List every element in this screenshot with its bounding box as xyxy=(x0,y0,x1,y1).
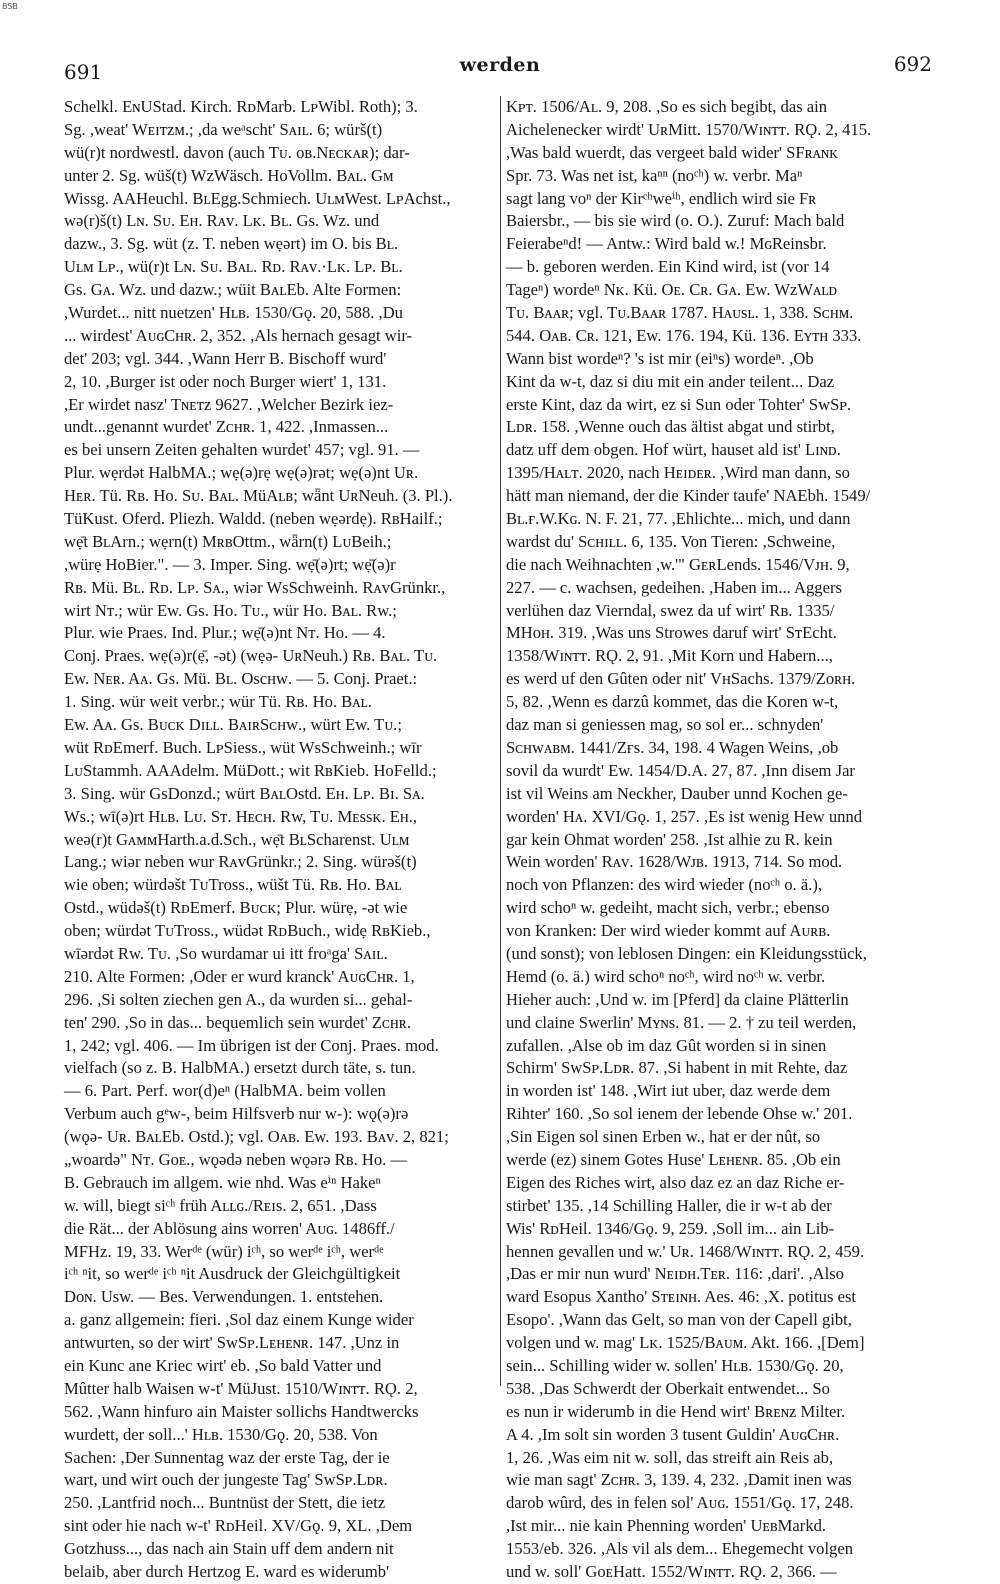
text-line: daz man si geniessen mag, so sol er... schnyden' xyxy=(506,715,824,735)
text-line: ,würẹ HoBier.". — 3. Imper. Sing. wẹ̄(ə)rt; wẹ̄(ə)r xyxy=(64,554,396,574)
text-line: (und sonst); von leblosen Dingen: ein Kleidungsstück, xyxy=(506,943,867,963)
text-line: Gotzhuss..., das nach ain Stain uff dem andern nit xyxy=(64,1539,394,1559)
text-line: wie man sagt' Zᴄʜʀ. 3, 139. 4, 232. ,Damit inen was xyxy=(506,1470,852,1490)
text-line: hätt man niemand, der die Kinder taufe' NAEbh. 1549/ xyxy=(506,486,871,506)
text-line: Sᴄʜᴡᴀʙᴍ. 1441/Zғs. 34, 198. 4 Wagen Weins, ,ob xyxy=(506,737,839,757)
text-line: Tageⁿ) wordeⁿ Nᴋ. Kü. Oᴇ. Cʀ. Gᴀ. Ew. WᴢWᴀʟᴅ xyxy=(506,280,838,300)
text-line: Conj. Praes. wẹ(ə)r(ẹ̄, -ət) (wẹə- UʀNeuh.) Rʙ. Bᴀʟ. Tᴜ. xyxy=(64,646,438,666)
text-line: Spr. 73. Was net ist, kaⁿⁿ (noᶜʰ) w. verbr. Maⁿ xyxy=(506,165,803,185)
text-line: 1395/Hᴀʟᴛ. 2020, nach Hᴇɪᴅᴇʀ. ,Wird man dann, so xyxy=(506,463,850,483)
text-line: Hieher auch: ,Und w. im [Pferd] da claine Plätterlin xyxy=(506,989,849,1009)
text-line: Wissg. AAHeuchl. BʟEgg.Schmiech. UʟᴍWest. LᴘAchst., xyxy=(64,188,451,208)
text-line: Rihter' 160. ,So sol ienem der lebende Ohse w.' 201. xyxy=(506,1104,853,1124)
text-line: erste Kint, daz da wirt, ez si Sun oder Tohter' SwSᴘ. xyxy=(506,394,852,414)
text-line: wardst du' Sᴄʜɪʟʟ. 6, 135. Von Tieren: ,Schweine, xyxy=(506,531,836,551)
text-line: 2, 10. ,Burger ist oder noch Burger wiert' 1, 131. xyxy=(64,371,387,391)
text-line: wird schoⁿ w. gedeiht, macht sich, verbr.; ebenso xyxy=(506,898,830,918)
text-line: Plur. wie Praes. Ind. Plur.; wẹ̄(ə)nt Nᴛ. Ho. — 4. xyxy=(64,623,386,643)
text-line: MHᴏʜ. 319. ,Was uns Strowes daruf wirt' SᴛEcht. xyxy=(506,623,837,643)
text-line: Sachen: ,Der Sunnentag waz der erste Tag, der ie xyxy=(64,1447,390,1467)
page-number-right: 692 xyxy=(893,52,932,76)
text-line: sein... Schilling wider w. sollen' Hʟʙ. 1530/Gǫ. 20, xyxy=(506,1355,844,1375)
text-line: w. will, biegt siᶜʰ früh Aʟʟɢ./Rᴇɪs. 2, 651. ,Dass xyxy=(64,1195,377,1215)
text-line: Hemd (o. ä.) wird schoⁿ noᶜʰ, wird noᶜʰ w. verbr. xyxy=(506,966,826,986)
watermark: BSB xyxy=(2,2,18,11)
text-line: A 4. ,Im solt sin worden 3 tusent Guldin' AᴜɢCʜʀ. xyxy=(506,1424,840,1444)
text-line: wẹ̄t BʟArn.; wẹrn(t) MʀʙOttm., wǟrn(t) LᴜBeih.; xyxy=(64,531,392,551)
text-line: Rʙ. Mü. Bʟ. Rᴅ. Lᴘ. Sᴀ., wiər WsSchweinh. RᴀᴠGrünkr., xyxy=(64,577,446,597)
text-line: det' 203; vgl. 344. ,Wann Herr B. Bischoff wurd' xyxy=(64,348,387,368)
text-line: verlühen daz Vierndal, swez da uf wirt' Rʙ. 1335/ xyxy=(506,600,835,620)
text-line: sint oder hie nach w-t' RᴅHeil. XV/Gǫ. 9, XL. ,Dem xyxy=(64,1516,413,1536)
text-line: 538. ,Das Schwerdt der Oberkait entwendet... So xyxy=(506,1378,830,1398)
text-line: 227. — c. wachsen, gedeihen. ,Haben im... Aggers xyxy=(506,577,842,597)
text-line: LᴜStammh. AAAdelm. MüDott.; wit RʙKieb. HoFelld.; xyxy=(64,760,437,780)
text-line: sagt lang voⁿ der Kirᶜʰweⁱʰ, endlich wird sie Fʀ xyxy=(506,188,817,208)
text-line: unter 2. Sg. wüš(t) WzWäsch. HoVollm. Bᴀʟ. Gᴍ xyxy=(64,165,394,185)
text-line: Plur. wẹrdət HalbMA.; wẹ(ə)rẹ wẹ(ə)rət; wẹ(ə)nt Uʀ. xyxy=(64,463,419,483)
text-line: wirt Nᴛ.; wür Ew. Gs. Ho. Tᴜ., wür Ho. Bᴀʟ. Rw.; xyxy=(64,600,397,620)
text-line: wə(r)š(t) Lɴ. Sᴜ. Eʜ. Rᴀᴠ. Lᴋ. Bʟ. Gs. Wz. und xyxy=(64,211,380,231)
text-line: Hᴇʀ. Tü. Rʙ. Ho. Sᴜ. Bᴀʟ. MüAʟʙ; wǟnt UʀNeuh. (3. Pl.). xyxy=(64,486,453,506)
text-line: ,Wurdet... nitt nuetzen' Hʟʙ. 1530/Gǫ. 20, 588. ,Du xyxy=(64,303,403,323)
text-line: Ostd., wüdəš(t) RᴅEmerf. Bᴜᴄᴋ; Plur. würẹ, -ət wie xyxy=(64,898,408,918)
text-line: 562. ,Wann hinfuro ain Maister sollichs Handtwercks xyxy=(64,1401,419,1421)
text-line: Wann bist wordeⁿ? 's ist mir (eiⁿs) wordeⁿ. ,Ob xyxy=(506,348,814,368)
text-line: wīərdət Rw. Tᴜ. ,So wurdamar ui itt froᵃga' Sᴀɪʟ. xyxy=(64,943,388,963)
text-line: undt...genannt wurdet' Zᴄʜʀ. 1, 422. ,Inmassen... xyxy=(64,417,389,437)
text-line: — 6. Part. Perf. wor(d)eⁿ (HalbMA. beim vollen xyxy=(64,1081,386,1101)
text-line: ist vil Weins am Neckher, Dauber unnd Kochen ge- xyxy=(506,783,848,803)
text-line: 1, 26. ,Was eim nit w. soll, das streift ain Reis ab, xyxy=(506,1447,834,1467)
text-line: von Kranken: Der wird wieder kommt auf Aᴜʀʙ. xyxy=(506,921,831,941)
text-line: ward Esopus Xantho' Sᴛᴇɪɴʜ. Aes. 46: ,X. potitus est xyxy=(506,1287,857,1307)
text-line: die nach Weihnachten ,w.'" GᴇʀLends. 1546/Vᴊʜ. 9, xyxy=(506,554,850,574)
text-line: iᶜʰ ⁿit, so werᵈᵉ iᶜʰ ⁿit Ausdruck der Gleichgültigkeit xyxy=(64,1264,401,1284)
left-column xyxy=(64,96,500,1581)
text-line: darob wûrd, des in felen sol' Aᴜɢ. 1551/Gǫ. 17, 248. xyxy=(506,1493,854,1513)
running-headword: werden xyxy=(459,54,541,76)
text-line: in worden ist' 148. ,Wirt iut uber, daz werde dem xyxy=(506,1081,831,1101)
text-line: MFHz. 19, 33. Werᵈᵉ (wür) iᶜʰ, so werᵈᵉ iᶜʰ, werᵈᵉ xyxy=(64,1241,384,1261)
text-line: Dᴏɴ. Usw. — Bes. Verwendungen. 1. entstehen. xyxy=(64,1287,384,1307)
text-line: 1. Sing. wür weit verbr.; wür Tü. Rʙ. Ho. Bᴀʟ. xyxy=(64,692,372,712)
text-line: 210. Alte Formen: ,Oder er wurd kranck' AᴜɢCʜʀ. 1, xyxy=(64,966,415,986)
text-line: Verbum auch gᵉw-, beim Hilfsverb nur w-): wǫ(ə)rə xyxy=(64,1104,409,1124)
text-line: oben; würdət TᴜTross., wüdət RᴅBuch., widẹ RʙKieb., xyxy=(64,921,431,941)
text-line: „woardə" Nᴛ. Gᴏᴇ., wǫədə neben wǫərə Rʙ. Ho. — xyxy=(64,1149,408,1169)
text-line: sovil da wurdt' Ew. 1454/D.A. 27, 87. ,Inn disem Jar xyxy=(506,760,855,780)
text-line: Kint da w-t, daz si diu mit ein ander teilent... Daz xyxy=(506,371,835,391)
text-line: werde (ez) sinem Gotes Huse' Lᴇʜᴇɴʀ. 85. ,Ob ein xyxy=(506,1149,841,1169)
text-line: (wǫə- Uʀ. BᴀʟEb. Ostd.); vgl. Oᴀʙ. Ew. 193. Bᴀᴠ. 2, 821; xyxy=(64,1127,449,1147)
text-line: ,Ist mir... nie kain Phenning worden' UᴇʙMarkd. xyxy=(506,1516,827,1536)
text-line: und claine Swerlin' Mʏɴs. 81. — 2. † zu teil werden, xyxy=(506,1012,857,1032)
text-line: 1, 242; vgl. 406. — Im übrigen ist der Conj. Praes. mod. xyxy=(64,1035,439,1055)
text-line: zufallen. ,Alse ob im daz Gût worden si in sinen xyxy=(506,1035,827,1055)
text-line: 250. ,Lantfrid noch... Buntnüst der Stett, die ietz xyxy=(64,1493,386,1513)
text-line: Lᴅʀ. 158. ,Wenne ouch das ältist abgat und stirbt, xyxy=(506,417,835,437)
text-line: 544. Oᴀʙ. Cʀ. 121, Ew. 176. 194, Kü. 136. Eʏᴛʜ 333. xyxy=(506,325,862,345)
text-line: Sg. ,weat' Wᴇɪᴛᴢᴍ.; ,da weᵃscht' Sᴀɪʟ. 6; würš(t) xyxy=(64,119,383,139)
text-line: a. ganz allgemein: fieri. ,Sol daz einem Kunge wider xyxy=(64,1310,414,1330)
text-line: ten' 290. ,So in das... bequemlich sein wurdet' Zᴄʜʀ. xyxy=(64,1012,412,1032)
text-line: die Rät... der Ablösung ains worren' Aᴜɢ. 1486ff./ xyxy=(64,1218,395,1238)
text-line: Ws.; wī(ə)rt Hʟʙ. Lᴜ. Sᴛ. Hᴇᴄʜ. Rw, Tᴜ. Mᴇssᴋ. Eʜ., xyxy=(64,806,418,826)
text-line: gar kein Ohmat worden' 258. ,Ist alhie zu R. kein xyxy=(506,829,833,849)
text-line: wüt RᴅEmerf. Buch. LᴘSiess., wüt WsSchweinh.; wīr xyxy=(64,737,422,757)
text-line: es nun ir widerumb in die Hend wirt' Bʀᴇɴᴢ Milter. xyxy=(506,1401,846,1421)
text-line: — b. geboren werden. Ein Kind wird, ist (vor 14 xyxy=(506,257,830,277)
text-line: ,Sin Eigen sol sinen Erben w., hat er der nût, so xyxy=(506,1127,821,1147)
text-line: Schelkl. EɴUStad. Kirch. RᴅMarb. LᴘWibl. Roth); 3. xyxy=(64,97,418,116)
text-line: Tᴜ. Bᴀᴀʀ; vgl. Tᴜ.Bᴀᴀʀ 1787. Hᴀᴜsʟ. 1, 338. Sᴄʜᴍ. xyxy=(506,303,854,323)
text-line: antwurten, so der wirt' SwSᴘ.Lᴇʜᴇɴʀ. 147. ,Unz in xyxy=(64,1333,400,1353)
text-line: Schirm' SwSᴘ.Lᴅʀ. 87. ,Si habent in mit Rehte, daz xyxy=(506,1058,848,1078)
text-line: vielfach (so z. B. HalbMA.) ersetzt durch täte, s. tun. xyxy=(64,1058,416,1078)
text-line: es werd uf den Gûten oder nit' VʜSachs. 1379/Zᴏʀʜ. xyxy=(506,669,856,689)
text-line: Eigen des Riches wirt, also daz ez an daz Riche er- xyxy=(506,1172,845,1192)
text-line: Esopo'. ,Wann das Gelt, so man von der Capell gibt, xyxy=(506,1310,852,1330)
page-header xyxy=(60,50,940,84)
text-line: stirbet' 135. ,14 Schilling Haller, die ir w-t ab der xyxy=(506,1195,832,1215)
text-line: Kᴘᴛ. 1506/Aʟ. 9, 208. ,So es sich begibt, das ain xyxy=(506,97,828,116)
text-line: wurdett, der soll...' Hʟʙ. 1530/Gǫ. 20, 538. Von xyxy=(64,1424,378,1444)
text-line: worden' Hᴀ. XVI/Gǫ. 1, 257. ,Es ist wenig Hew unnd xyxy=(506,806,863,826)
text-line: Uʟᴍ Lᴘ., wü(r)t Lɴ. Sᴜ. Bᴀʟ. Rᴅ. Rᴀᴠ.·Lᴋ. Lᴘ. Bʟ. xyxy=(64,257,403,277)
text-line: ,Er wirdet nasz' Tɴᴇᴛᴢ 9627. ,Welcher Bezirk iez- xyxy=(64,394,394,414)
text-line: wü(r)t nordwestl. davon (auch Tᴜ. ᴏʙ.Nᴇᴄᴋᴀʀ); dar- xyxy=(64,142,410,162)
text-line: Ew. Nᴇʀ. Aᴀ. Gs. Mü. Bʟ. Oscʜᴡ. — 5. Conj. Praet.: xyxy=(64,669,418,689)
text-line: datz uff dem obgen. Hof würt, hauset ald ist' Lɪɴᴅ. xyxy=(506,440,841,460)
text-line: 296. ,Si solten ziechen gen A., da wurden si... gehal- xyxy=(64,989,413,1009)
text-line: wie oben; würdəšt TᴜTross., wüšt Tü. Rʙ. Ho. Bᴀʟ xyxy=(64,875,402,895)
text-line: 1553/eb. 326. ,Als vil als dem... Ehegemecht volgen xyxy=(506,1539,854,1559)
text-line: volgen und w. mag' Lᴋ. 1525/Bᴀᴜᴍ. Akt. 166. ,[Dem] xyxy=(506,1333,865,1353)
text-line: ein Kunc ane Kriec wirt' eb. ,So bald Vatter und xyxy=(64,1355,382,1375)
text-line: noch von Pflanzen: des wird wieder (noᶜʰ o. ä.), xyxy=(506,875,823,895)
text-line: TüKust. Oferd. Pliezh. Waldd. (neben wẹərdẹ). RʙHailf.; xyxy=(64,509,443,529)
text-line: Mûtter halb Waisen w-t' MüJust. 1510/Wɪɴᴛᴛ. RǪ. 2, xyxy=(64,1378,418,1398)
text-line: Baiersbr., — bis sie wird (o. O.). Zuruf: Mach bald xyxy=(506,211,845,231)
text-line: Bʟ.ғ.W.Kɢ. N. F. 21, 77. ,Ehlichte... mich, und dann xyxy=(506,509,851,529)
text-line: weə(r)t GᴀᴍᴍHarth.a.d.Sch., wẹ̄t BʟScharenst. Uʟᴍ xyxy=(64,829,410,849)
column-divider xyxy=(500,96,501,1386)
text-line: es bei unsern Zeiten gehalten wurdet' 457; vgl. 91. — xyxy=(64,440,420,460)
text-line: Wis' RᴅHeil. 1346/Gǫ. 9, 259. ,Soll im... ain Lib- xyxy=(506,1218,835,1238)
text-line: Aichelenecker wirdt' UʀMitt. 1570/Wɪɴᴛᴛ. RǪ. 2, 415. xyxy=(506,119,872,139)
text-line: Lang.; wiər neben wur RᴀᴠGrünkr.; 2. Sing. würəš(t) xyxy=(64,852,417,872)
text-line: ... wirdest' AᴜɢCʜʀ. 2, 352. ,Als hernach gesagt wir- xyxy=(64,325,413,345)
text-line: belaib, aber durch Hertzog E. ward es widerumb' xyxy=(64,1562,390,1581)
text-line: hennen gevallen und w.' Uʀ. 1468/Wɪɴᴛᴛ. RǪ. 2, 459. xyxy=(506,1241,865,1261)
text-line: dazw., 3. Sg. wüt (z. T. neben wẹərt) im O. bis Bʟ. xyxy=(64,234,399,254)
text-line: Wein worden' Rᴀᴠ. 1628/Wᴊʙ. 1913, 714. So mod. xyxy=(506,852,843,872)
text-line: und w. soll' GᴏᴇHatt. 1552/Wɪɴᴛᴛ. RǪ. 2, 366. — xyxy=(506,1562,837,1581)
text-line: 5, 82. ,Wenn es darzû kommet, das die Koren w-t, xyxy=(506,692,839,712)
page-number-left: 691 xyxy=(64,60,103,84)
text-line: ,Das er mir nun wurd' Nᴇɪᴅʜ.Tᴇʀ. 116: ,dari'. ,Also xyxy=(506,1264,844,1284)
text-line: Ew. Aᴀ. Gs. Bᴜᴄᴋ Dɪʟʟ. BᴀɪʀSᴄʜᴡ., würt Ew. Tᴜ.; xyxy=(64,715,402,735)
text-line: ,Was bald wuerdt, das vergeet bald wider' SFʀᴀɴᴋ xyxy=(506,142,839,162)
text-line: Gs. Gᴀ. Wz. und dazw.; wüit BᴀʟEb. Alte Formen: xyxy=(64,280,402,300)
text-line: 1358/Wɪɴᴛᴛ. RǪ. 2, 91. ,Mit Korn und Habern..., xyxy=(506,646,833,666)
text-line: wart, und wirt ouch der jungeste Tag' SwSᴘ.Lᴅʀ. xyxy=(64,1470,388,1490)
text-line: Feierabeⁿd! — Antw.: Wird bald w.! MɢReinsbr. xyxy=(506,234,827,254)
text-line: 3. Sing. wür GsDonzd.; würt BᴀʟOstd. Eʜ. Lᴘ. Bɪ. Sᴀ. xyxy=(64,783,425,803)
right-column xyxy=(506,96,942,1581)
text-line: B. Gebrauch im allgem. wie nhd. Was eⁱⁿ Hakeⁿ xyxy=(64,1172,381,1192)
